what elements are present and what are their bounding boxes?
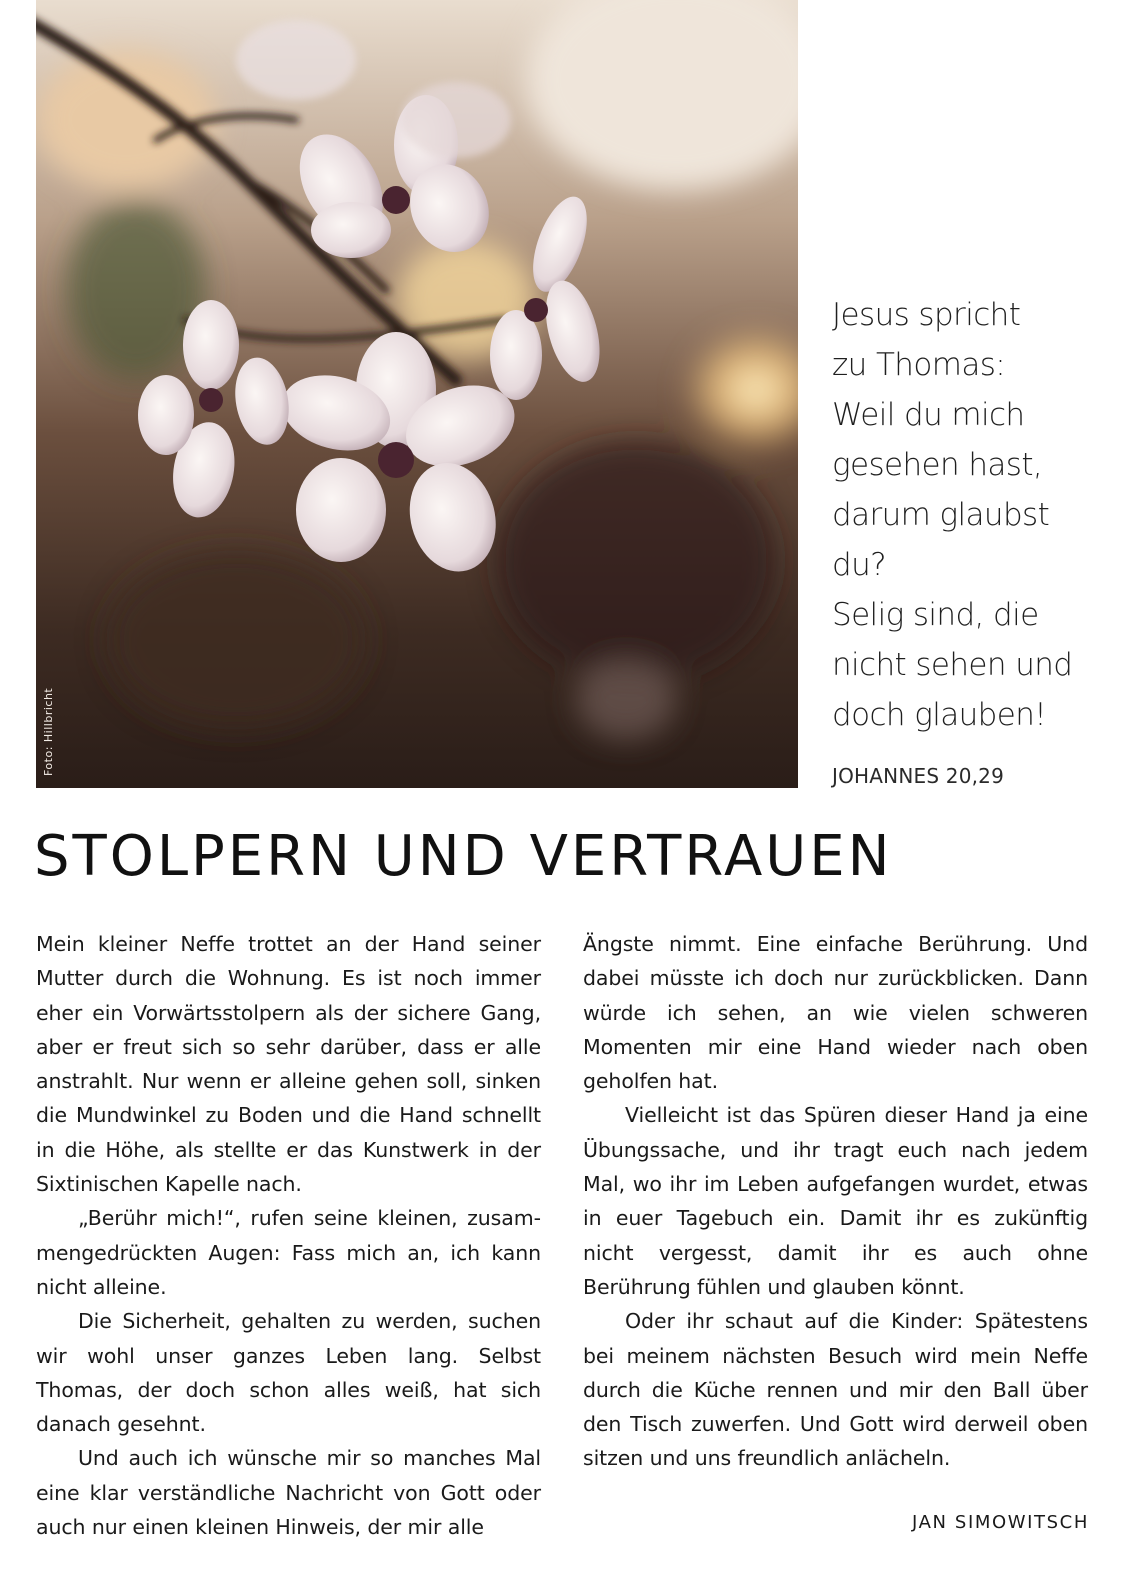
quote-line: nicht sehen und (832, 647, 1073, 683)
paragraph: Oder ihr schaut auf die Kinder: Spätestens bei meinem nächsten Besuch wird mein Neffe durch die Küche rennen und mir den Ball über den Tisch zuwerfen. Und Gott wird derweil oben sitzen und uns freundlich anlächeln. (583, 1309, 1088, 1471)
quote-line: gesehen hast, (832, 447, 1043, 483)
cherry-blossom-photo (36, 0, 798, 788)
quote-line: Selig sind, die (832, 597, 1039, 633)
paragraph: Mein kleiner Neffe trottet an der Hand seiner Mutter durch die Wohnung. Es ist noch immer eher ein Vorwärtsstolpern als der sichere Gang, aber er freut sich so sehr darüber, dass er alle anstrahlt. Nur wenn er alleine gehen soll, sinken die Mundwinkel zu Boden und die Hand schnellt in die Höhe, als stellte er das Kunstwerk in der Sixtinischen Kapelle nach. (36, 932, 541, 1197)
paragraph: Und auch ich wünsche mir so manches Mal eine klar verständliche Nachricht von Gott oder auch nur einen kleinen Hinweis, der mir alle (36, 1446, 541, 1540)
paragraph: Ängste nimmt. Eine einfache Berührung. Und dabei müsste ich doch nur zurückblicken. Dann würde ich sehen, an wie vielen schweren Momenten mir eine Hand wieder nach oben geholfen hat. (583, 932, 1088, 1094)
article-column-right (583, 927, 1088, 1476)
quote-source: JOHANNES 20,29 (832, 764, 1005, 788)
quote-line: doch glauben! (832, 697, 1047, 733)
quote-line: Jesus spricht (832, 297, 1021, 333)
paragraph: Vielleicht ist das Spüren dieser Hand ja eine Übungssache, und ihr tragt euch nach jedem Mal, wo ihr im Leben aufgefangen wurdet, etwas in euer Tagebuch ein. Damit ihr es zukünftig nicht vergesst, damit ihr es auch ohne Berührung fühlen und glauben könnt. (583, 1103, 1088, 1299)
bible-quote (832, 290, 1114, 740)
quote-line: darum glaubst (832, 497, 1050, 533)
paragraph: „Berühr mich!“, rufen seine kleinen, zusammengedrückten Augen: Fass mich an, ich kann nicht alleine. (36, 1206, 541, 1299)
article-author: JAN SIMOWITSCH (912, 1512, 1089, 1533)
quote-line: Weil du mich (832, 397, 1025, 433)
paragraph: Die Sicherheit, gehalten zu werden, suchen wir wohl unser ganzes Leben lang. Selbst Thomas, der doch schon alles weiß, hat sich danach gesehnt. (36, 1309, 541, 1437)
quote-line: zu Thomas: (832, 347, 1006, 383)
quote-line: du? (832, 547, 886, 583)
article-column-left (36, 927, 541, 1544)
article-title: STOLPERN UND VERTRAUEN (34, 824, 893, 889)
photo-credit: Foto: Hillbricht (42, 687, 55, 776)
blossom-illustration (36, 0, 798, 788)
